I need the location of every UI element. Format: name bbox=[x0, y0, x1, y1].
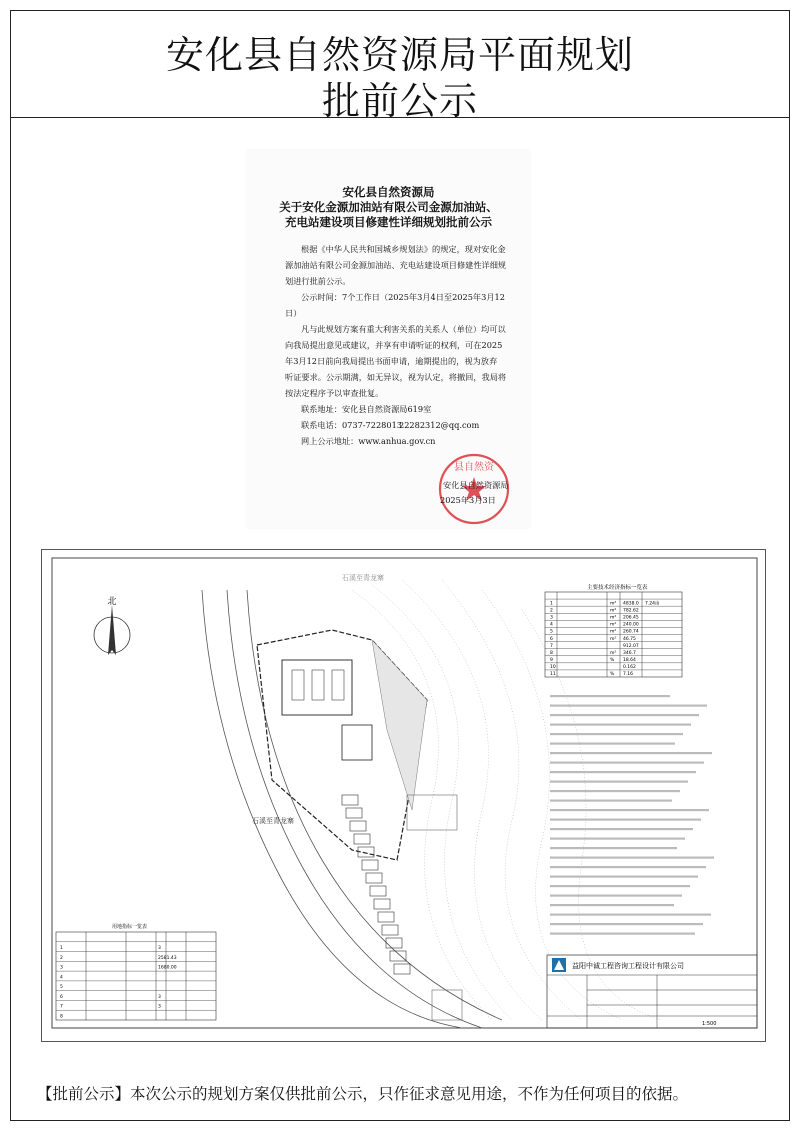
land-row-index: 2 bbox=[60, 955, 63, 961]
land-row-value: 3 bbox=[158, 994, 161, 1000]
econ-row-index: 3 bbox=[550, 615, 553, 621]
note-line bbox=[550, 866, 706, 868]
econ-row-index: 4 bbox=[550, 622, 553, 628]
land-row-value: 2581.43 bbox=[158, 955, 177, 961]
footer-disclaimer: 【批前公示】本次公示的规划方案仅供批前公示，只作征求意见用途，不作为任何项目的依据。 bbox=[37, 1085, 689, 1103]
note-line bbox=[550, 724, 691, 726]
land-table-title: 用地指标一览表 bbox=[112, 924, 148, 930]
econ-row-index: 11 bbox=[550, 672, 556, 678]
parking-stalls bbox=[342, 795, 410, 974]
north-arrow-icon bbox=[94, 595, 130, 655]
land-use-table bbox=[56, 923, 216, 1020]
econ-row-unit: m² bbox=[610, 650, 617, 656]
note-line bbox=[550, 923, 703, 925]
note-line bbox=[550, 933, 695, 935]
parking-stall bbox=[394, 964, 410, 974]
economic-indicator-table bbox=[545, 583, 682, 677]
title-block-scale: 1:500 bbox=[702, 1021, 717, 1027]
econ-row-value: 0.162 bbox=[623, 665, 636, 671]
note-line bbox=[550, 914, 711, 916]
notice-para1-line3: 划进行批前公示。 bbox=[285, 276, 351, 286]
land-row-index: 6 bbox=[60, 994, 63, 1000]
notice-para1-line2: 源加油站有限公司金源加油站、充电站建设项目修建性详细规 bbox=[285, 260, 507, 270]
page-title: 安化县自然资源局平面规划 bbox=[165, 33, 634, 77]
land-row-index: 3 bbox=[60, 965, 63, 971]
note-line bbox=[550, 857, 714, 859]
land-row-value: 3 bbox=[158, 1004, 161, 1010]
econ-row-index: 1 bbox=[550, 601, 553, 607]
note-line bbox=[550, 828, 693, 830]
parking-stall bbox=[354, 834, 370, 844]
econ-row-unit: m² bbox=[610, 601, 617, 607]
notice-sign-date: 2025年3月3日 bbox=[440, 495, 496, 505]
econ-row-value: 260.74 bbox=[623, 629, 639, 635]
note-line bbox=[550, 695, 670, 697]
econ-row-unit: m² bbox=[610, 608, 617, 614]
notice-para2-line2: 向我局提出意见或建议，并享有申请听证的权利，可在2025 bbox=[285, 340, 503, 350]
land-row-index: 1 bbox=[60, 946, 63, 952]
north-label: 北 bbox=[107, 597, 117, 607]
econ-row-index: 10 bbox=[550, 665, 556, 671]
econ-row-index: 5 bbox=[550, 629, 553, 635]
notice-period-line2: 日） bbox=[285, 308, 302, 318]
econ-row-remark: 7.24亩 bbox=[645, 601, 660, 607]
note-line bbox=[550, 733, 683, 735]
econ-row-value: 7.16 bbox=[623, 672, 634, 678]
land-row-index: 5 bbox=[60, 985, 63, 991]
parking-stall bbox=[382, 925, 398, 935]
land-row-value: 1680.00 bbox=[158, 965, 177, 971]
parking-stall bbox=[362, 860, 378, 870]
notice-document bbox=[247, 150, 530, 528]
econ-row-value: 18.64 bbox=[623, 658, 636, 664]
note-line bbox=[550, 714, 699, 716]
notice-website: 网上公示地址：www.anhua.gov.cn bbox=[301, 436, 436, 446]
land-row-index: 4 bbox=[60, 975, 63, 981]
note-line bbox=[550, 800, 672, 802]
notice-heading-line2: 充电站建设项目修建性详细规划批前公示 bbox=[285, 215, 492, 229]
parking-stall bbox=[378, 912, 394, 922]
econ-row-unit: m² bbox=[610, 622, 617, 628]
station-canopy bbox=[282, 660, 352, 715]
company-name: 益阳中诚工程咨询工程设计有限公司 bbox=[572, 962, 684, 970]
land-row-index: 7 bbox=[60, 1004, 63, 1010]
econ-row-unit: m² bbox=[610, 629, 617, 635]
parking-stall bbox=[370, 886, 386, 896]
parking-stall bbox=[346, 808, 362, 818]
note-line bbox=[550, 762, 704, 764]
notice-email: 22282312@qq.com bbox=[399, 420, 480, 430]
note-line bbox=[550, 771, 696, 773]
station-building bbox=[342, 725, 372, 760]
econ-row-unit: % bbox=[610, 672, 615, 678]
econ-row-index: 8 bbox=[550, 650, 553, 656]
econ-row-value: 4838.0 bbox=[623, 601, 639, 607]
road-label-2: 石溪至青龙寨 bbox=[342, 574, 384, 582]
econ-row-index: 7 bbox=[550, 643, 553, 649]
econ-row-unit: m² bbox=[610, 615, 617, 621]
econ-row-value: 346.7 bbox=[623, 650, 636, 656]
econ-row-unit: % bbox=[610, 658, 615, 664]
notice-sign-org: 安化县自然资源局 bbox=[443, 480, 509, 490]
site-plan-svg bbox=[42, 550, 767, 1043]
econ-row-value: 46.75 bbox=[623, 636, 636, 642]
econ-table-title: 主要技术经济指标一览表 bbox=[587, 585, 648, 591]
parking-stall bbox=[342, 795, 358, 805]
note-line bbox=[550, 895, 682, 897]
notice-para2-line1: 凡与此规划方案有重大利害关系的关系人（单位）均可以 bbox=[301, 324, 506, 334]
econ-row-value: 912.07 bbox=[623, 643, 639, 649]
econ-row-index: 2 bbox=[550, 608, 553, 614]
econ-row-value: 206.45 bbox=[623, 615, 639, 621]
note-line bbox=[550, 752, 712, 754]
notice-para1-line1: 根据《中华人民共和国城乡规划法》的规定，现对安化金 bbox=[301, 244, 506, 254]
land-row-value: 3 bbox=[158, 946, 161, 952]
note-line bbox=[550, 847, 677, 849]
note-line bbox=[550, 819, 701, 821]
notice-heading-line1: 关于安化金源加油站有限公司金源加油站、 bbox=[279, 200, 498, 214]
design-notes bbox=[550, 695, 714, 935]
note-line bbox=[550, 885, 690, 887]
parking-stall bbox=[390, 951, 406, 961]
note-line bbox=[550, 705, 707, 707]
land-row-index: 8 bbox=[60, 1014, 63, 1020]
note-line bbox=[550, 790, 680, 792]
notice-phone: 联系电话：0737-7228013 bbox=[301, 420, 403, 430]
page-subtitle: 批前公示 bbox=[321, 79, 478, 123]
title-block bbox=[547, 955, 757, 1028]
econ-row-value: 782.62 bbox=[623, 608, 639, 614]
notice-address: 联系地址：安化县自然资源局619室 bbox=[301, 404, 432, 414]
note-line bbox=[550, 876, 698, 878]
notice-para2-line4: 听证要求。公示期满，如无异议，视为认定，将撤回，我局将 bbox=[285, 372, 507, 382]
slope-area bbox=[372, 640, 427, 810]
seal-text: 县自然资 bbox=[454, 462, 494, 473]
note-line bbox=[550, 781, 688, 783]
note-line bbox=[550, 743, 675, 745]
parking-stall bbox=[350, 821, 366, 831]
road-label-1: 石溪至青龙寨 bbox=[252, 817, 294, 825]
notice-org: 安化县自然资源局 bbox=[342, 185, 435, 199]
parking-stall bbox=[374, 899, 390, 909]
page-header bbox=[10, 10, 790, 123]
note-line bbox=[550, 904, 674, 906]
econ-row-value: 240.00 bbox=[623, 622, 639, 628]
econ-row-unit: m² bbox=[610, 636, 617, 642]
company-logo-icon bbox=[552, 958, 566, 972]
note-line bbox=[550, 838, 685, 840]
parking-stall bbox=[386, 938, 402, 948]
site-plan-drawing bbox=[41, 549, 766, 1042]
parking-stall bbox=[366, 873, 382, 883]
notice-para2-line5: 按法定程序予以审查批复。 bbox=[285, 388, 384, 398]
note-line bbox=[550, 809, 709, 811]
notice-period-line1: 公示时间：7个工作日（2025年3月4日至2025年3月12 bbox=[301, 292, 505, 302]
notice-para2-line3: 年3月12日前向我局提出书面申请，逾期提出的，视为放弃 bbox=[285, 356, 498, 366]
econ-row-index: 9 bbox=[550, 658, 553, 664]
econ-row-index: 6 bbox=[550, 636, 553, 642]
